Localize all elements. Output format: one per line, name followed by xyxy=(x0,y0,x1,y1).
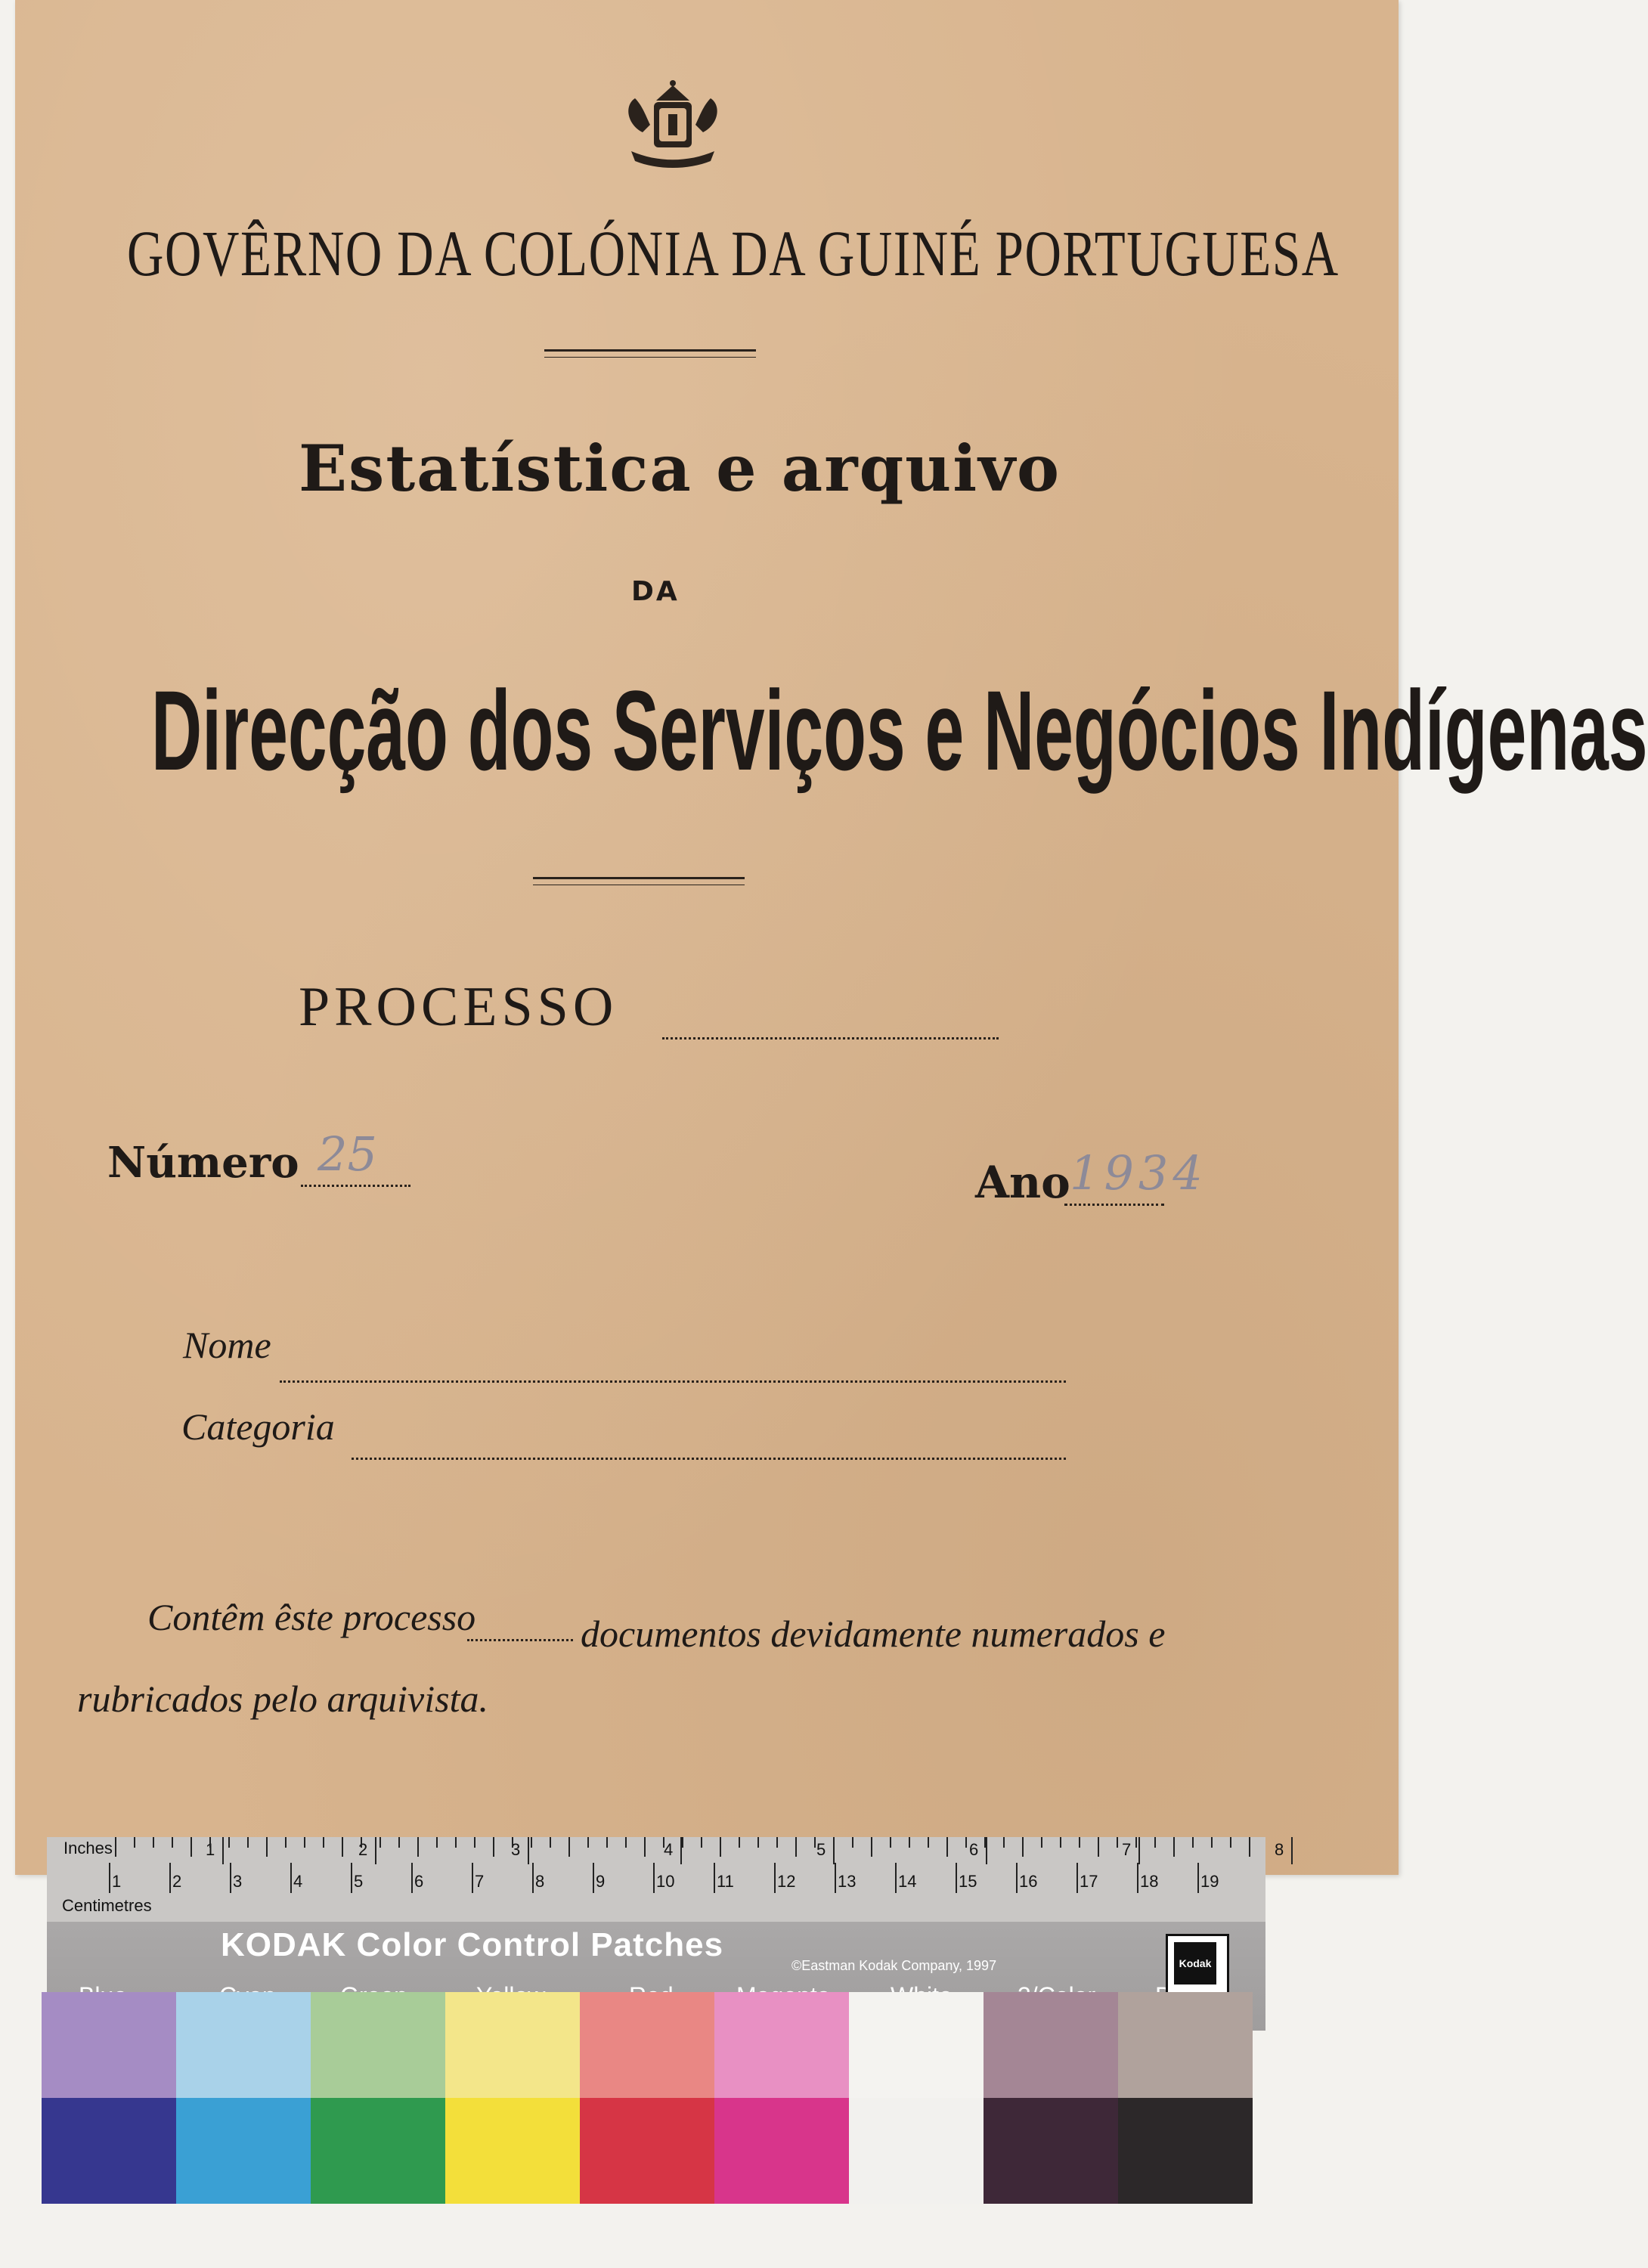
nome-label: Nome xyxy=(183,1324,271,1366)
minor-tick xyxy=(776,1837,778,1848)
inch-tick xyxy=(1291,1837,1293,1864)
divider-top-thin xyxy=(544,357,756,358)
cm-tick xyxy=(956,1863,957,1893)
minor-tick xyxy=(739,1837,740,1848)
minor-tick xyxy=(172,1837,173,1848)
cm-tick xyxy=(109,1863,110,1893)
ano-label: Ano xyxy=(975,1157,1070,1208)
minor-tick xyxy=(1249,1837,1250,1857)
minor-tick xyxy=(568,1837,570,1857)
minor-tick xyxy=(984,1837,986,1848)
cm-mark-label: 6 xyxy=(414,1872,424,1891)
minor-tick xyxy=(644,1837,646,1857)
coat-of-arms-icon xyxy=(612,79,733,174)
minor-tick xyxy=(795,1837,797,1857)
minor-tick xyxy=(1230,1837,1231,1848)
minor-tick xyxy=(1135,1837,1137,1848)
ano-handwritten-value: 1934 xyxy=(1070,1145,1207,1201)
categoria-field[interactable] xyxy=(352,1458,1066,1460)
minor-tick xyxy=(474,1837,476,1848)
color-patch-bottom xyxy=(1118,2098,1253,2204)
minor-tick xyxy=(720,1837,721,1857)
minor-tick xyxy=(247,1837,249,1848)
inch-mark-label: 4 xyxy=(664,1840,674,1859)
section-title: Estatística e arquivo xyxy=(299,431,1061,506)
cm-tick xyxy=(472,1863,473,1893)
minor-tick xyxy=(757,1837,759,1848)
cm-tick xyxy=(230,1863,231,1893)
minor-tick xyxy=(663,1837,664,1848)
kodak-logo-icon xyxy=(1166,1934,1229,1997)
minor-tick xyxy=(890,1837,891,1848)
cm-tick xyxy=(1076,1863,1078,1893)
minor-tick xyxy=(323,1837,324,1848)
color-patch-bottom xyxy=(311,2098,445,2204)
minor-tick xyxy=(814,1837,816,1848)
minor-tick xyxy=(701,1837,702,1848)
processo-field[interactable] xyxy=(662,1037,999,1040)
color-patch-top xyxy=(445,1992,580,2098)
cm-mark-label: 10 xyxy=(656,1872,675,1891)
cm-mark-label: 8 xyxy=(535,1872,545,1891)
cm-tick xyxy=(1016,1863,1018,1893)
minor-tick xyxy=(1117,1837,1118,1848)
color-patch-top xyxy=(984,1992,1118,2098)
cm-mark-label: 13 xyxy=(838,1872,857,1891)
minor-tick xyxy=(852,1837,853,1848)
minor-tick xyxy=(134,1837,135,1848)
cm-mark-label: 17 xyxy=(1080,1872,1098,1891)
color-patch-bottom xyxy=(176,2098,311,2204)
cm-mark-label: 2 xyxy=(172,1872,182,1891)
color-patch-top xyxy=(580,1992,714,2098)
divider-middle xyxy=(533,877,745,879)
cm-tick xyxy=(411,1863,413,1893)
inch-tick xyxy=(1138,1837,1140,1864)
color-patch-bottom xyxy=(984,2098,1118,2204)
minor-tick xyxy=(909,1837,910,1848)
color-patch-top xyxy=(42,1992,176,2098)
minor-tick xyxy=(1041,1837,1042,1848)
minor-tick xyxy=(153,1837,154,1848)
color-patch-top xyxy=(1118,1992,1253,2098)
cm-mark-label: 12 xyxy=(777,1872,796,1891)
inch-tick xyxy=(528,1837,529,1864)
cm-mark-label: 14 xyxy=(898,1872,917,1891)
cm-tick xyxy=(290,1863,292,1893)
cm-tick xyxy=(169,1863,171,1893)
cm-tick xyxy=(895,1863,897,1893)
inch-tick xyxy=(986,1837,987,1864)
kodak-logo-text: Kodak xyxy=(1174,1942,1216,1984)
cm-tick xyxy=(593,1863,594,1893)
minor-tick xyxy=(833,1837,835,1848)
cm-tick xyxy=(1137,1863,1138,1893)
document-page xyxy=(15,0,1648,1875)
numero-handwritten-value: 25 xyxy=(318,1126,377,1182)
inches-label: Inches xyxy=(64,1839,113,1857)
minor-tick xyxy=(436,1837,438,1848)
color-patch-top xyxy=(849,1992,984,2098)
kodak-title: KODAK Color Control Patches xyxy=(221,1926,724,1963)
minor-tick xyxy=(1022,1837,1024,1857)
minor-tick xyxy=(1098,1837,1099,1857)
divider-top xyxy=(544,349,756,352)
cm-mark-label: 1 xyxy=(112,1872,122,1891)
minor-tick xyxy=(512,1837,513,1848)
minor-tick xyxy=(965,1837,967,1848)
cm-tick xyxy=(714,1863,715,1893)
cm-mark-label: 9 xyxy=(596,1872,606,1891)
cm-mark-label: 15 xyxy=(959,1872,977,1891)
inch-mark-label: 6 xyxy=(969,1840,979,1859)
minor-tick xyxy=(285,1837,287,1848)
minor-tick xyxy=(304,1837,305,1848)
minor-tick xyxy=(455,1837,457,1848)
cm-tick xyxy=(653,1863,655,1893)
minor-tick xyxy=(115,1837,116,1857)
inch-tick xyxy=(375,1837,376,1864)
centimetres-label: Centimetres xyxy=(62,1896,152,1915)
contents-text-start: Contêm êste processo xyxy=(147,1596,476,1638)
cm-tick xyxy=(774,1863,776,1893)
minor-tick xyxy=(1192,1837,1194,1848)
color-patch-top xyxy=(311,1992,445,2098)
minor-tick xyxy=(550,1837,551,1848)
minor-tick xyxy=(587,1837,589,1848)
cm-tick xyxy=(351,1863,352,1893)
color-patch-bottom xyxy=(580,2098,714,2204)
minor-tick xyxy=(625,1837,627,1848)
minor-tick xyxy=(379,1837,381,1848)
minor-tick xyxy=(398,1837,400,1848)
inch-tick xyxy=(222,1837,224,1864)
cm-mark-label: 19 xyxy=(1200,1872,1219,1891)
inch-mark-label: 5 xyxy=(816,1840,826,1859)
contents-text-line2: rubricados pelo arquivista. xyxy=(77,1678,488,1720)
minor-tick xyxy=(946,1837,948,1857)
government-heading: GOVÊRNO DA COLÓNIA DA GUINÉ PORTUGUESA xyxy=(127,217,1340,290)
contents-text-end: documentos devidamente numerados e xyxy=(581,1613,1166,1655)
minor-tick xyxy=(1060,1837,1061,1848)
cm-mark-label: 7 xyxy=(475,1872,485,1891)
minor-tick xyxy=(228,1837,230,1848)
minor-tick xyxy=(342,1837,343,1857)
inch-mark-label: 8 xyxy=(1275,1840,1284,1859)
minor-tick xyxy=(928,1837,929,1848)
minor-tick xyxy=(417,1837,419,1857)
minor-tick xyxy=(1154,1837,1156,1848)
numero-label: Número xyxy=(107,1138,299,1188)
color-patch-bottom xyxy=(714,2098,849,2204)
minor-tick xyxy=(606,1837,608,1848)
color-patch-bottom xyxy=(42,2098,176,2204)
minor-tick xyxy=(493,1837,494,1857)
connector-text: DA xyxy=(631,576,680,607)
color-patch-bottom xyxy=(445,2098,580,2204)
minor-tick xyxy=(682,1837,683,1848)
cm-tick xyxy=(1197,1863,1199,1893)
categoria-label: Categoria xyxy=(181,1405,335,1448)
color-patch-top xyxy=(714,1992,849,2098)
minor-tick xyxy=(209,1837,211,1848)
minor-tick xyxy=(1173,1837,1175,1857)
inch-mark-label: 1 xyxy=(206,1840,215,1859)
cm-mark-label: 11 xyxy=(717,1872,734,1891)
minor-tick xyxy=(531,1837,532,1848)
minor-tick xyxy=(1211,1837,1213,1848)
cm-mark-label: 5 xyxy=(354,1872,364,1891)
cm-mark-label: 3 xyxy=(233,1872,243,1891)
cm-tick xyxy=(532,1863,534,1893)
color-patch-top xyxy=(176,1992,311,2098)
minor-tick xyxy=(191,1837,192,1857)
minor-tick xyxy=(266,1837,268,1857)
processo-label: PROCESSO xyxy=(299,976,618,1038)
color-patch-bottom xyxy=(849,2098,984,2204)
inch-mark-label: 7 xyxy=(1122,1840,1132,1859)
cm-tick xyxy=(835,1863,836,1893)
inch-mark-label: 3 xyxy=(511,1840,521,1859)
inch-mark-label: 2 xyxy=(358,1840,368,1859)
cm-mark-label: 18 xyxy=(1140,1872,1159,1891)
minor-tick xyxy=(871,1837,872,1857)
minor-tick xyxy=(1079,1837,1080,1848)
minor-tick xyxy=(361,1837,362,1848)
ano-field[interactable] xyxy=(1064,1204,1164,1206)
department-title: Direcção dos Serviços e Negócios Indígenas xyxy=(151,667,1648,794)
color-patches xyxy=(42,1992,1259,2219)
nome-field[interactable] xyxy=(280,1380,1066,1383)
document-count-field[interactable] xyxy=(467,1639,573,1641)
numero-field[interactable] xyxy=(301,1185,410,1187)
cm-mark-label: 4 xyxy=(293,1872,303,1891)
cm-mark-label: 16 xyxy=(1019,1872,1038,1891)
minor-tick xyxy=(1003,1837,1005,1848)
kodak-copyright: ©Eastman Kodak Company, 1997 xyxy=(791,1958,997,1973)
